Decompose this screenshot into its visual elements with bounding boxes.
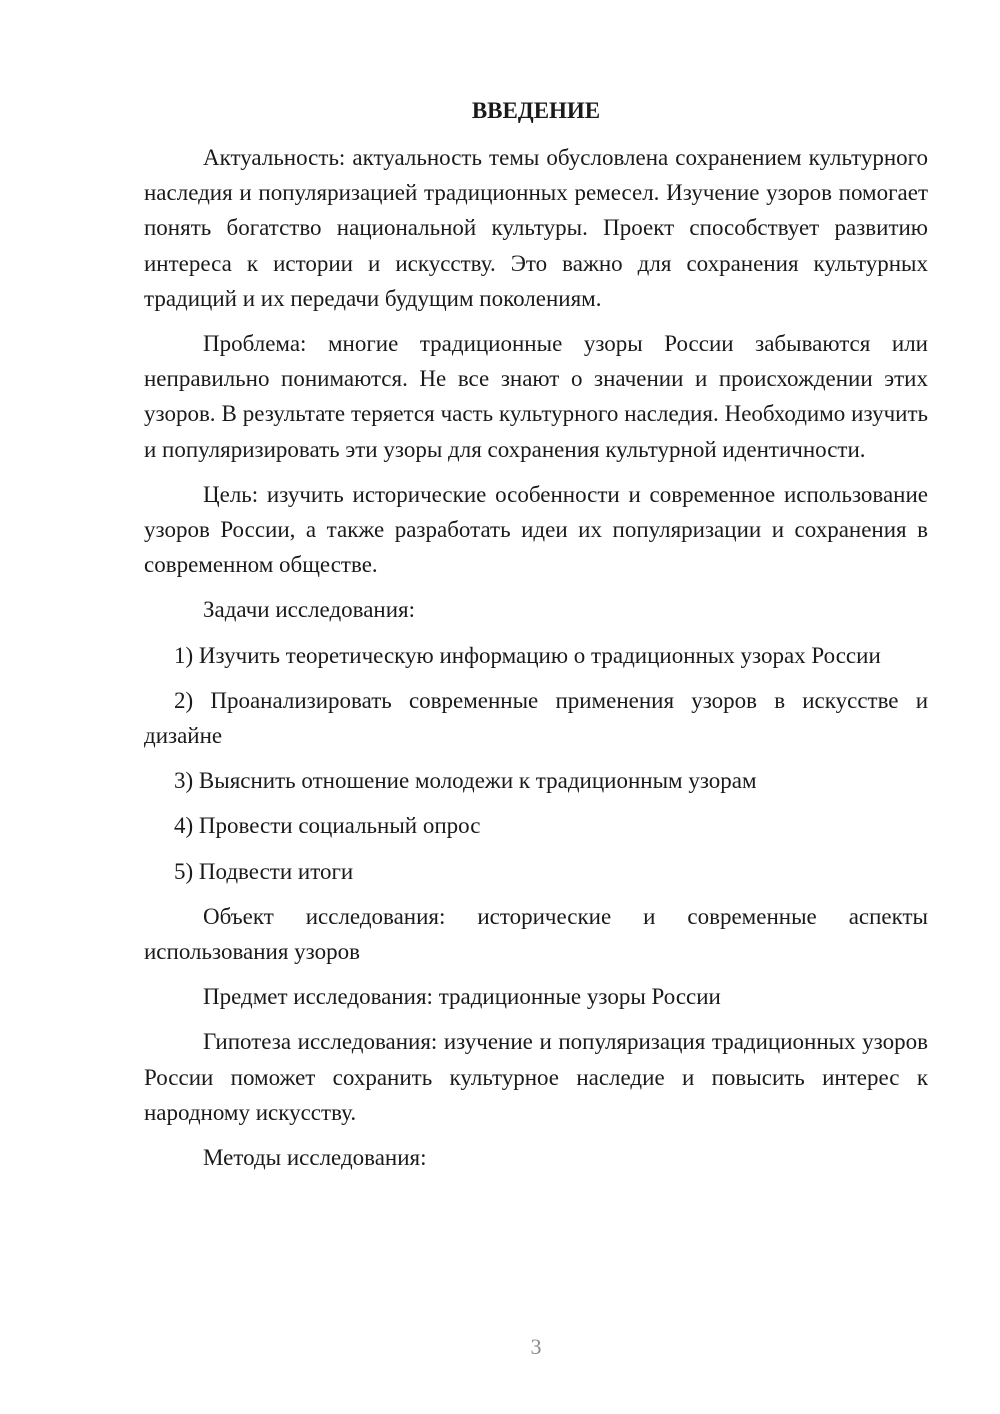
paragraph-object: Объект исследования: исторические и современные аспекты использования узоров bbox=[144, 903, 928, 965]
paragraph-goal: Цель: изучить исторические особенности и современное использование узоров России, а также разработать идеи их популяризации и сохранения в современном обществе. bbox=[144, 481, 928, 578]
paragraph-relevance: Актуальность: актуальность темы обусловлена сохранением культурного наследия и популяризацией традиционных ремесел. Изучение узоров помогает понять богатство национальной культуры. Проект способствует развитию интереса к истории и искусству. Это важно для сохранения культурных традиций и их передачи будущим поколениям. bbox=[144, 145, 928, 311]
list-item-task-2: 2) Проанализировать современные применения узоров в искусстве и дизайне bbox=[144, 687, 928, 749]
list-item-task-5: 5) Подвести итоги bbox=[174, 858, 354, 884]
paragraph-hypothesis: Гипотеза исследования: изучение и популяризация традиционных узоров России поможет сохранить культурное наследие и повысить интерес к народному искусству. bbox=[144, 1029, 928, 1125]
list-item-task-3: 3) Выяснить отношение молодежи к традиционным узорам bbox=[174, 768, 757, 794]
paragraph-tasks-label: Задачи исследования: bbox=[203, 597, 416, 623]
paragraph-problem: Проблема: многие традиционные узоры России забываются или неправильно понимаются. Не все знают о значении и происхождении этих узоров. В результате теряется часть культурного наследия. Необходимо изучить и популяризировать эти узоры для сохранения культурной идентичности. bbox=[144, 331, 928, 462]
section-heading: ВВЕДЕНИЕ bbox=[471, 98, 601, 123]
list-item-task-1: 1) Изучить теоретическую информацию о традиционных узорах России bbox=[174, 642, 881, 668]
list-item-task-4: 4) Провести социальный опрос bbox=[174, 813, 481, 839]
paragraph-methods-label: Методы исследования: bbox=[203, 1145, 427, 1171]
page-number: 3 bbox=[530, 1334, 542, 1359]
page-content bbox=[144, 94, 928, 1185]
paragraph-subject: Предмет исследования: традиционные узоры России bbox=[203, 984, 721, 1010]
